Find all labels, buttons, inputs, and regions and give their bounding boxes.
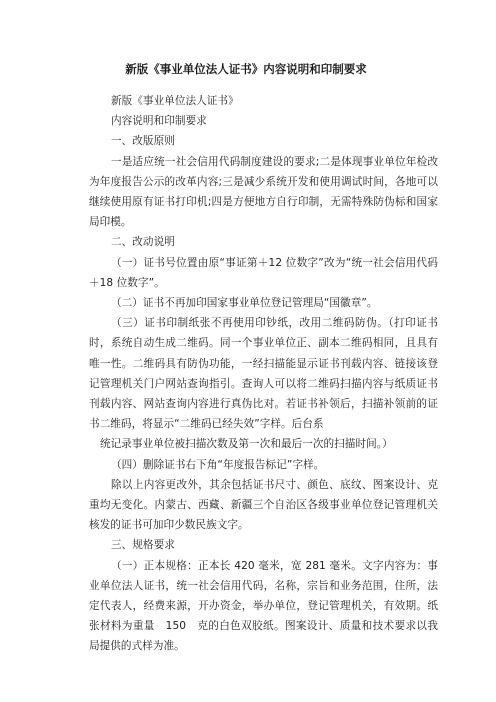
subtitle-line-2: 内容说明和印制要求 [111,115,207,128]
paragraph-other-changes: 除以上内容更改外，其余包括证书尺寸、颜色、底纹、图案设计、克重均无变化。内蒙古、西藏、新疆三个自治区各级事业单位登记管理机关核发的证书可加印少数民族文字。 [89,478,438,532]
paragraph-change-3-continued: 统记录事业单位被扫描次数及第一次和最后一次的扫描时间。） [100,438,393,451]
paragraph-spec-original: （一）正本规格：正本长 420 毫米，宽 281 毫米。文字内容为：事业单位法人证书，统一社会信用代码，名称，宗旨和业务范围，住所，法定代表人，经费来源，开办资金，举办单位，登记管理机关，有效期。纸张材料为重量 150 克的白色双胶纸。图案设计、质量和技术要求以我局提供的式样为准。 [89,559,438,653]
document-body [89,91,438,657]
subtitle-line-1: 新版《事业单位法人证书》 [111,95,239,107]
paragraph-change-1: （一）证书号位置由原“事证第＋12 位数字”改为“统一社会信用代码＋18 位数字”。 [89,256,438,289]
paragraph-principles: 一是适应统一社会信用代码制度建设的要求;二是体现事业单位年检改为年度报告公示的改革内容;三是减少系统开发和使用调试时间，各地可以继续使用原有证书打印机;四是方便地方自行印制，无需特殊防伪标和国家局印模。 [89,155,438,229]
section-heading-specifications: 三、规格要求 [111,539,175,552]
section-heading-changes: 二、改动说明 [111,236,175,249]
section-heading-principles: 一、改版原则 [111,135,175,148]
document-title: 新版《事业单位法人证书》内容说明和印制要求 [125,62,367,76]
paragraph-change-3: （三）证书印制纸张不再使用印钞纸，改用二维码防伪。（打印证书时，系统自动生成二维码。同一个事业单位正、副本二维码相同，且具有唯一性。二维码具有防伪功能，一经扫描能显示证书刊载内容、链接该登记管理机关门户网站查询指引。查询人可以将二维码扫描内容与纸质证书刊载内容、网站查询内容进行真伪比对。若证书补领后，扫描补领前的证书二维码，将显示“二维码已经失效”字样。后台系 [89,317,438,431]
paragraph-change-4: （四）删除证书右下角“年度报告标记”字样。 [111,458,325,471]
paragraph-change-2: （二）证书不再加印国家事业单位登记管理局“国徽章”。 [111,297,378,310]
